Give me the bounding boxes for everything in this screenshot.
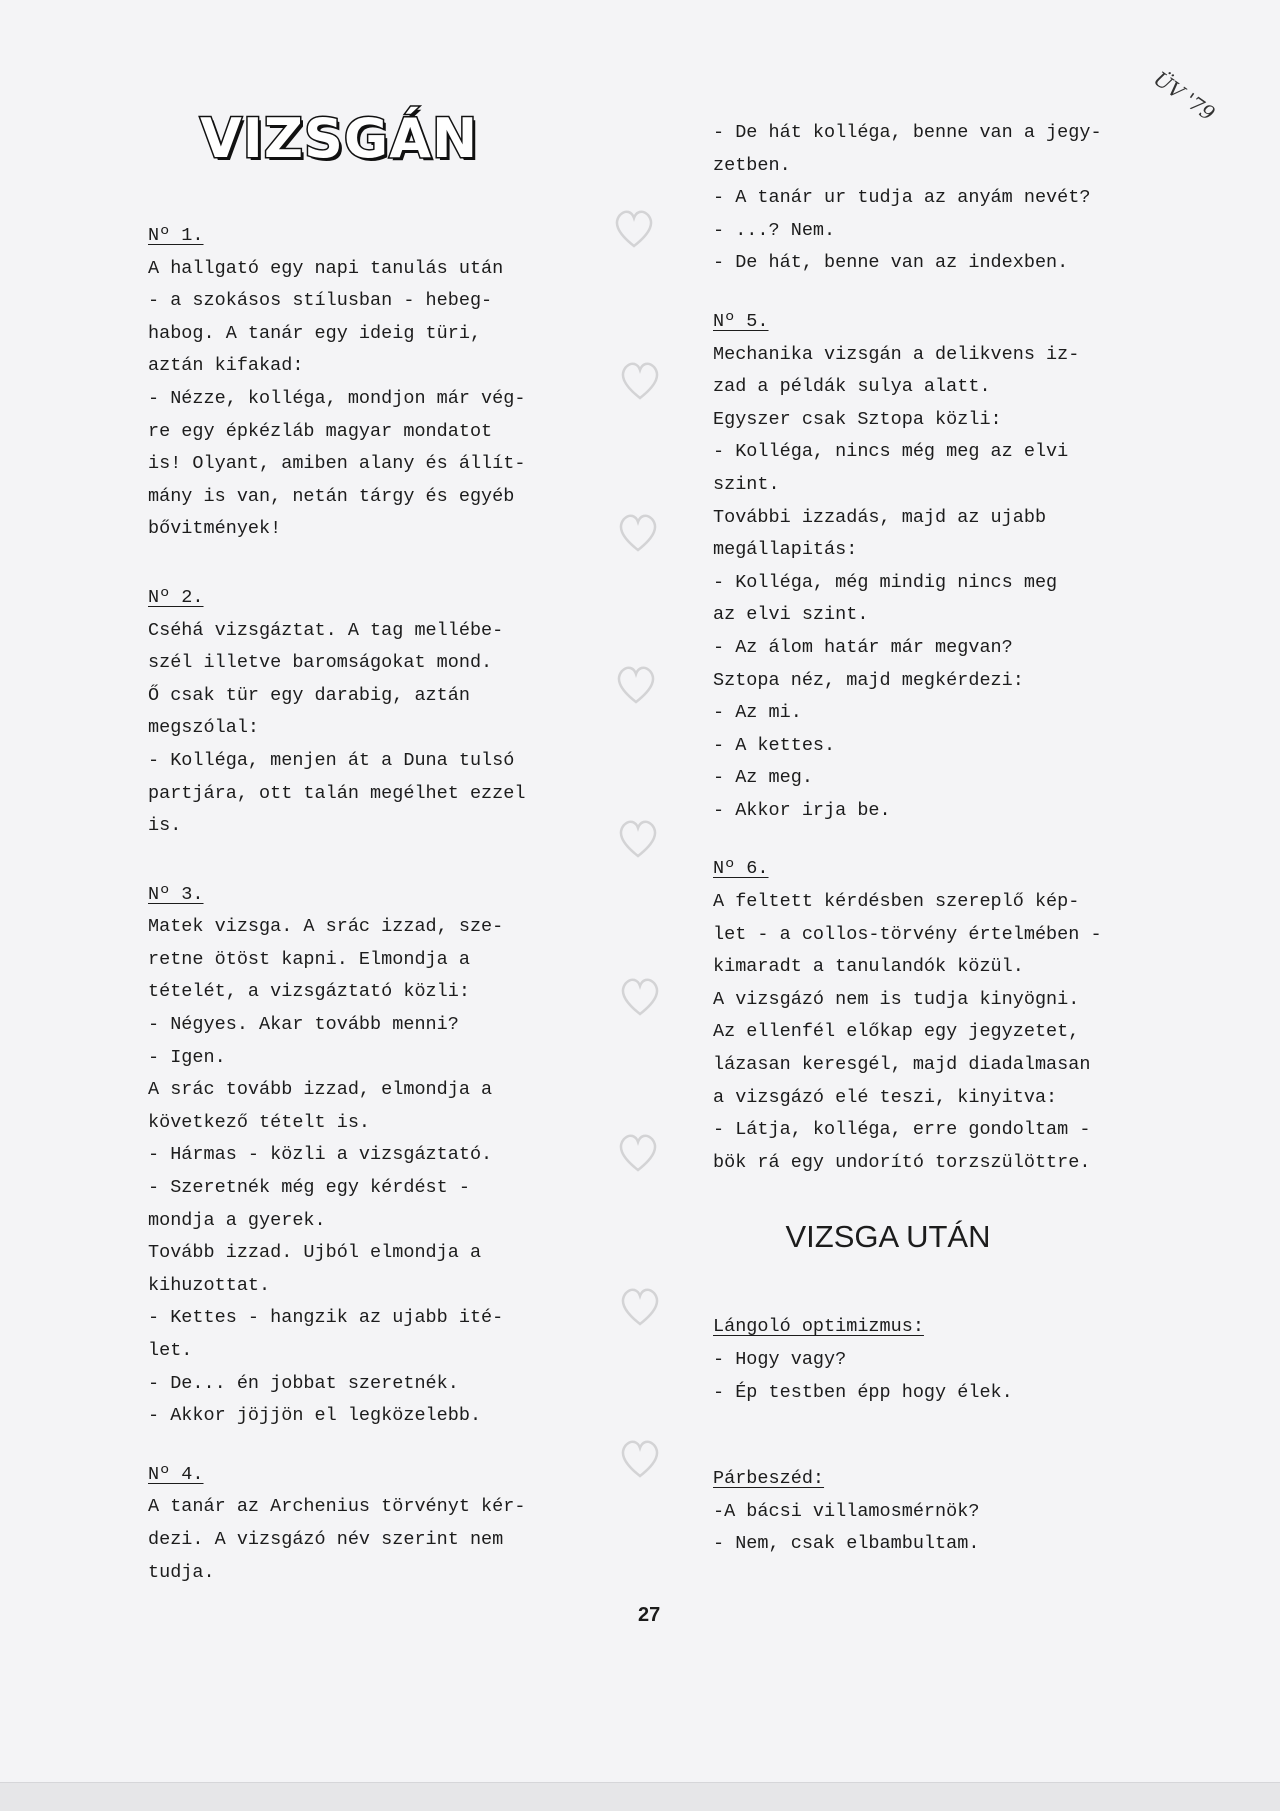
text-line: A vizsgázó nem is tudja kinyögni. xyxy=(713,988,1080,1010)
text-line: habog. A tanár egy ideig türi, xyxy=(148,322,482,344)
text-line: -A bácsi villamosmérnök? xyxy=(713,1500,980,1522)
text-line: - Szeretnék még egy kérdést - xyxy=(148,1177,470,1199)
text-line: - Az mi. xyxy=(713,702,802,724)
text-line: - Kolléga, nincs még meg az elvi xyxy=(713,441,1069,463)
heart-icon xyxy=(616,818,660,858)
anecdote-4-continued xyxy=(713,117,1183,280)
text-line: - Hogy vagy? xyxy=(713,1349,847,1370)
text-line: A feltett kérdésben szereplő kép- xyxy=(713,891,1080,913)
anecdote-number: Nº 2. xyxy=(148,586,204,608)
joke-title: Párbeszéd: xyxy=(713,1468,825,1490)
anecdote-3 xyxy=(148,879,618,1433)
anecdote-2 xyxy=(148,582,618,843)
heart-icon xyxy=(618,1286,662,1326)
right-column xyxy=(713,117,1183,1561)
anecdote-number: Nº 6. xyxy=(713,858,769,880)
text-line: szél illetve baromságokat mond. xyxy=(148,652,493,674)
text-line: dezi. A vizsgázó név szerint nem xyxy=(148,1528,504,1550)
heart-icon xyxy=(616,512,660,552)
text-line: - Nézze, kolléga, mondjon már vég- xyxy=(148,387,526,409)
text-line: - Látja, kolléga, erre gondoltam - xyxy=(713,1119,1091,1141)
text-line: tudja. xyxy=(148,1561,215,1583)
anecdote-number: Nº 3. xyxy=(148,883,204,905)
text-line: let. xyxy=(148,1340,193,1361)
text-line: - a szokásos stílusban - hebeg- xyxy=(148,290,493,312)
text-line: kihuzottat. xyxy=(148,1274,271,1296)
text-line: megszólal: xyxy=(148,717,260,739)
text-line: zetben. xyxy=(713,154,791,176)
heart-icon xyxy=(614,664,658,704)
text-line: - ...? Nem. xyxy=(713,219,836,241)
text-line: A srác tovább izzad, elmondja a xyxy=(148,1079,493,1101)
text-line: mány is van, netán tárgy és egyéb xyxy=(148,485,515,507)
left-column xyxy=(148,220,618,1589)
text-line: A tanár az Archenius törvényt kér- xyxy=(148,1496,526,1518)
text-line: Ő csak tür egy darabig, aztán xyxy=(148,684,470,706)
heart-icon xyxy=(616,1132,660,1172)
text-line: szint. xyxy=(713,473,780,495)
anecdote-number: Nº 4. xyxy=(148,1463,204,1485)
text-line: zad a példák sulya alatt. xyxy=(713,376,991,398)
text-line: mondja a gyerek. xyxy=(148,1209,326,1231)
anecdote-6 xyxy=(713,853,1183,1179)
text-line: let - a collos-törvény értelmében - xyxy=(713,923,1102,945)
text-line: Cséhá vizsgáztat. A tag mellébe- xyxy=(148,619,504,641)
text-line: További izzadás, majd az ujabb xyxy=(713,506,1047,528)
text-line: Matek vizsga. A srác izzad, sze- xyxy=(148,916,504,938)
text-line: tételét, a vizsgáztató közli: xyxy=(148,981,470,1003)
text-line: következő tételt is. xyxy=(148,1111,371,1133)
joke-optimism xyxy=(713,1311,1183,1409)
heart-icon xyxy=(612,208,656,248)
text-line: bővitmények! xyxy=(148,518,282,540)
anecdote-1 xyxy=(148,220,618,546)
section-heading: VIZSGA UTÁN xyxy=(785,1219,991,1255)
text-line: is. xyxy=(148,815,182,837)
text-line: is! Olyant, amiben alany és állít- xyxy=(148,453,526,475)
text-line: aztán kifakad: xyxy=(148,355,304,377)
anecdote-5 xyxy=(713,306,1183,828)
handwritten-note: ÜV '79 xyxy=(1149,66,1220,126)
heart-icon xyxy=(618,976,662,1016)
text-line: megállapitás: xyxy=(713,539,858,561)
text-line: - De hát, benne van az indexben. xyxy=(713,252,1069,274)
text-line: - Kettes - hangzik az ujabb ité- xyxy=(148,1307,504,1329)
text-line: - Kolléga, még mindig nincs meg xyxy=(713,571,1058,593)
text-line: Mechanika vizsgán a delikvens iz- xyxy=(713,343,1080,365)
text-line: Egyszer csak Sztopa közli: xyxy=(713,408,1002,430)
anecdote-number: Nº 5. xyxy=(713,310,769,332)
text-line: - A kettes. xyxy=(713,734,836,756)
text-line: bök rá egy undorító torzszülöttre. xyxy=(713,1151,1091,1173)
text-line: - De... én jobbat szeretnék. xyxy=(148,1372,459,1394)
text-line: - Akkor irja be. xyxy=(713,799,891,821)
joke-dialogue xyxy=(713,1463,1183,1561)
text-line: - Az álom határ már megvan? xyxy=(713,636,1013,658)
page-title: VIZSGÁN xyxy=(200,107,479,170)
text-line: - Négyes. Akar tovább menni? xyxy=(148,1014,459,1036)
text-line: - Ép testben épp hogy élek. xyxy=(713,1381,1013,1403)
text-line: A hallgató egy napi tanulás után xyxy=(148,257,504,279)
anecdote-4 xyxy=(148,1459,618,1589)
text-line: Sztopa néz, majd megkérdezi: xyxy=(713,669,1024,691)
heart-icon xyxy=(618,360,662,400)
text-line: a vizsgázó elé teszi, kinyitva: xyxy=(713,1086,1058,1108)
text-line: - A tanár ur tudja az anyám nevét? xyxy=(713,187,1091,209)
text-line: Az ellenfél előkap egy jegyzetet, xyxy=(713,1021,1080,1043)
text-line: az elvi szint. xyxy=(713,604,869,626)
joke-title: Lángoló optimizmus: xyxy=(713,1316,924,1338)
text-line: - Az meg. xyxy=(713,767,813,789)
text-line: - De hát kolléga, benne van a jegy- xyxy=(713,122,1102,143)
text-line: kimaradt a tanulandók közül. xyxy=(713,956,1024,978)
text-line: partjára, ott talán megélhet ezzel xyxy=(148,782,526,804)
text-line: - Akkor jöjjön el legközelebb. xyxy=(148,1405,482,1427)
text-line: Tovább izzad. Ujból elmondja a xyxy=(148,1242,482,1264)
text-line: - Nem, csak elbambultam. xyxy=(713,1533,980,1555)
scan-bottom-edge xyxy=(0,1782,1280,1811)
text-line: retne ötöst kapni. Elmondja a xyxy=(148,948,470,970)
text-line: re egy épkézláb magyar mondatot xyxy=(148,420,493,442)
text-line: - Igen. xyxy=(148,1046,226,1068)
anecdote-number: Nº 1. xyxy=(148,225,204,246)
text-line: lázasan keresgél, majd diadalmasan xyxy=(713,1054,1091,1076)
page-number: 27 xyxy=(638,1604,661,1626)
text-line: - Hármas - közli a vizsgáztató. xyxy=(148,1144,493,1166)
text-line: - Kolléga, menjen át a Duna tulsó xyxy=(148,749,515,771)
heart-icon xyxy=(618,1438,662,1478)
